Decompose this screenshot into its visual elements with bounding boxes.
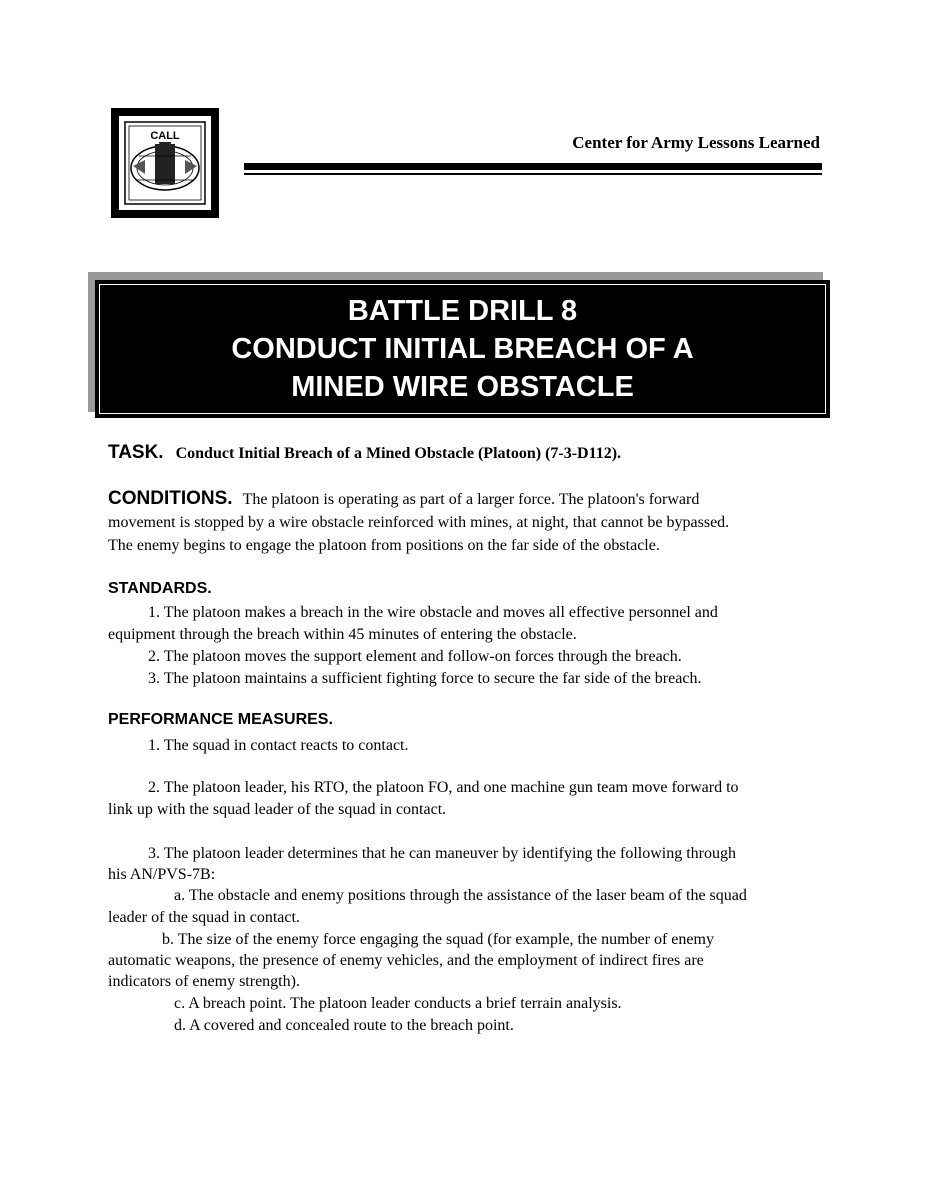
conditions-line-1 — [108, 488, 699, 510]
performance-sub-b: b. The size of the enemy force engaging the squad (for example, the number of enemy — [162, 931, 714, 948]
conditions-text-3: The enemy begins to engage the platoon from positions on the far side of the obstacle. — [108, 537, 660, 554]
performance-sub-a: a. The obstacle and enemy positions through the assistance of the laser beam of the squad — [174, 887, 747, 904]
performance-sub-d: d. A covered and concealed route to the breach point. — [174, 1017, 514, 1034]
task-text: Conduct Initial Breach of a Mined Obstacle (Platoon) (7-3-D112). — [175, 445, 622, 462]
performance-item-3-cont: his AN/PVS-7B: — [108, 866, 216, 883]
performance-heading: PERFORMANCE MEASURES. — [108, 711, 333, 728]
title-line-2: CONDUCT INITIAL BREACH OF A — [231, 333, 694, 365]
performance-item-1: 1. The squad in contact reacts to contact. — [148, 737, 409, 754]
performance-item-2-cont: link up with the squad leader of the squad in contact. — [108, 801, 447, 818]
standards-item-1: 1. The platoon makes a breach in the wire obstacle and moves all effective personnel and — [148, 604, 718, 621]
performance-sub-b-cont-2: indicators of enemy strength). — [108, 973, 300, 990]
performance-item-3: 3. The platoon leader determines that he can maneuver by identifying the following through — [148, 845, 736, 862]
performance-item-2: 2. The platoon leader, his RTO, the platoon FO, and one machine gun team move forward to — [148, 779, 739, 796]
task-heading: TASK. — [108, 442, 164, 463]
title-line-3: MINED WIRE OBSTACLE — [291, 371, 634, 403]
org-name: Center for Army Lessons Learned — [572, 133, 820, 152]
standards-item-1-cont: equipment through the breach within 45 minutes of entering the obstacle. — [108, 626, 577, 643]
performance-sub-a-cont: leader of the squad in contact. — [108, 909, 300, 926]
standards-item-3: 3. The platoon maintains a sufficient fighting force to secure the far side of the breach. — [148, 670, 702, 687]
standards-item-2: 2. The platoon moves the support element and follow-on forces through the breach. — [148, 648, 682, 665]
performance-sub-b-cont-1: automatic weapons, the presence of enemy vehicles, and the employment of indirect fires are — [108, 952, 704, 969]
conditions-text-2: movement is stopped by a wire obstacle reinforced with mines, at night, that cannot be bypassed. — [108, 514, 730, 531]
title-line-1: BATTLE DRILL 8 — [347, 295, 578, 327]
header-rule — [244, 163, 822, 170]
task-section — [108, 442, 621, 464]
performance-sub-c: c. A breach point. The platoon leader conducts a brief terrain analysis. — [174, 995, 622, 1012]
header-rule-thin — [244, 173, 822, 175]
title-banner — [95, 280, 830, 418]
logo-label: CALL — [145, 130, 185, 142]
conditions-text-1: The platoon is operating as part of a larger force. The platoon's forward — [242, 491, 700, 508]
standards-heading: STANDARDS. — [108, 580, 212, 597]
call-logo — [111, 108, 219, 218]
conditions-heading: CONDITIONS. — [108, 488, 233, 509]
